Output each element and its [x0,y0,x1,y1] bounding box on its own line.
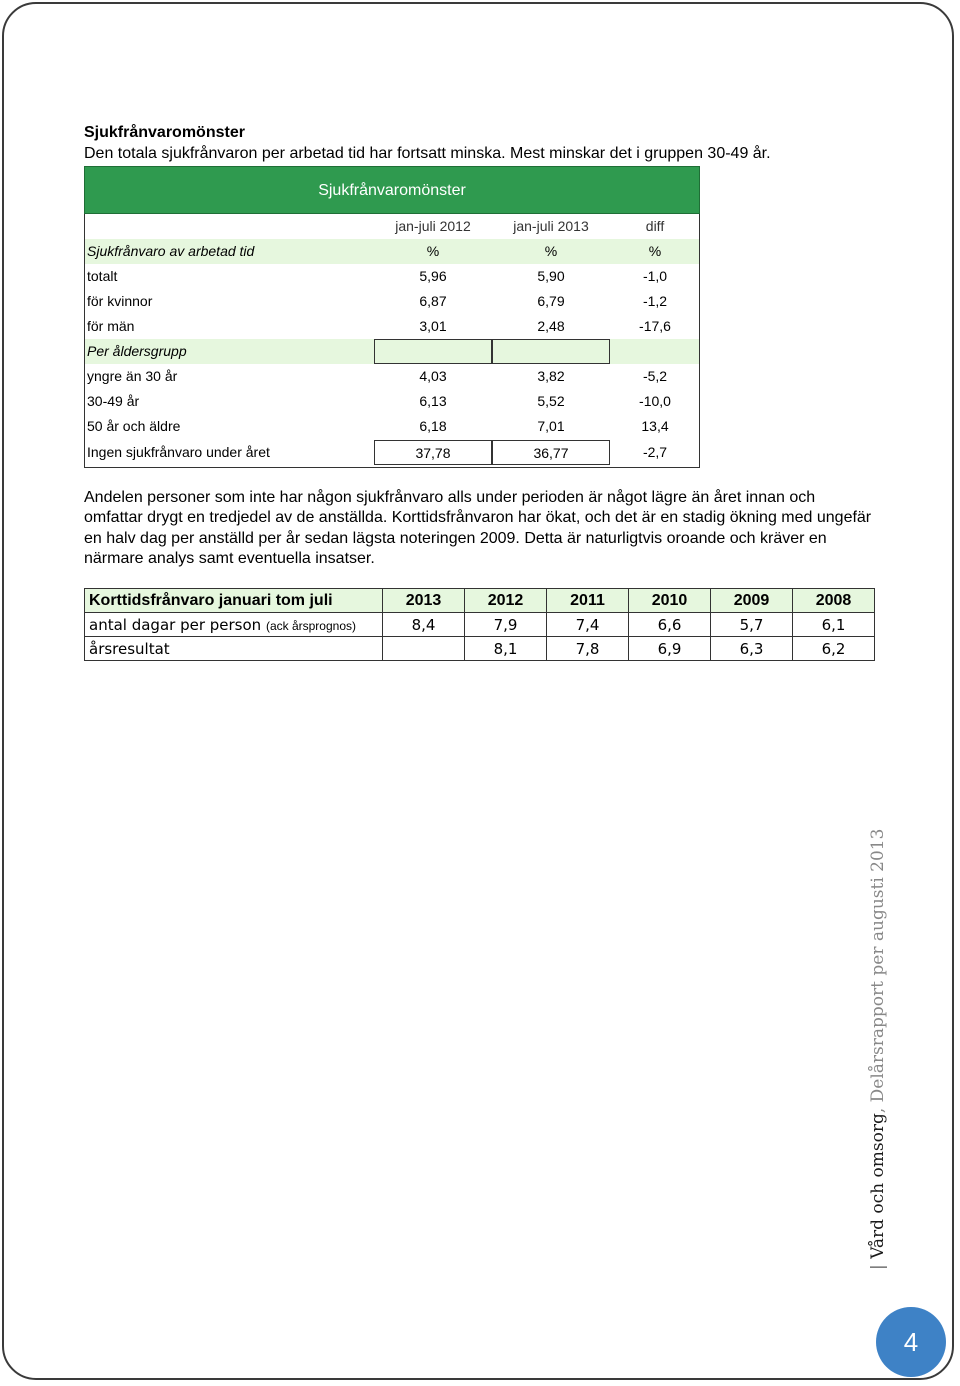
row-diff: -2,7 [642,444,668,460]
row-value-2012: 5,96 [419,268,447,284]
row-value-2012: 37,78 [374,440,492,465]
row-value-2013: 7,01 [537,418,565,434]
result-2011: 7,8 [547,637,629,661]
unit-row-label: Sjukfrånvaro av arbetad tid [87,243,255,259]
table-row [84,264,700,289]
days-2012: 7,9 [465,613,547,637]
row-value-2012: 3,01 [419,318,447,334]
row-diff: -10,0 [639,393,671,409]
row-value-2013: 5,52 [537,393,565,409]
age-group-label: Per åldersgrupp [87,343,187,359]
unit-row [84,239,700,264]
table-row [84,364,700,389]
page-number-badge: 4 [876,1307,946,1377]
unit-a: % [426,243,440,259]
result-2012: 8,1 [465,637,547,661]
row-value-2012: 6,18 [419,418,447,434]
row-label: totalt [87,268,118,284]
days-2013: 8,4 [383,613,465,637]
row-label: Ingen sjukfrånvaro under året [87,444,270,460]
table-row [84,389,700,414]
year-2009: 2009 [711,589,793,613]
row-value-2013: 6,79 [537,293,565,309]
short-term-absence-table [84,588,875,661]
footer-bar: | [868,1264,888,1270]
running-footer [848,828,908,1270]
days-2009: 5,7 [711,613,793,637]
result-2013 [383,637,465,661]
row-diff: -17,6 [639,318,671,334]
footer-org: Vård och omsorg [868,1113,888,1259]
age-group-row [84,339,700,364]
row-diff [610,339,700,364]
row-label: för kvinnor [87,293,153,309]
forecast-note: (ack årsprognos) [265,618,356,633]
table-row [84,440,700,465]
year-2011: 2011 [547,589,629,613]
absence-table [84,166,700,468]
footer-separator: , [868,1102,888,1114]
row-diff: -1,2 [642,293,668,309]
row-value-2013: 2,48 [537,318,565,334]
col-header-2012: jan-juli 2012 [395,218,471,234]
intro-text: Den totala sjukfrånvaron per arbetad tid har fortsatt minska. Mest minskar det i gruppen 30-49 år. [84,145,771,162]
table-row [85,613,875,637]
table-row [85,637,875,661]
annual-result-label: årsresultat [85,637,383,661]
row-value-2012: 6,87 [419,293,447,309]
days-per-person-label: antal dagar per person [89,615,262,634]
days-2011: 7,4 [547,613,629,637]
days-2010: 6,6 [629,613,711,637]
row-value-2012: 4,03 [419,368,447,384]
unit-b: % [544,243,558,259]
row-label: 30-49 år [87,393,140,409]
row-value-2013: 3,82 [537,368,565,384]
year-2010: 2010 [629,589,711,613]
table-row [84,414,700,439]
year-2013: 2013 [383,589,465,613]
row-value-2013: 5,90 [537,268,565,284]
col-header-2013: jan-juli 2013 [513,218,589,234]
table-frame-right [699,214,700,468]
table-frame-left [84,214,85,468]
unit-d: % [648,243,662,259]
result-2010: 6,9 [629,637,711,661]
row-diff: 13,4 [641,418,669,434]
row-value-2012: 6,13 [419,393,447,409]
table-frame-bottom [84,467,700,468]
year-2008: 2008 [793,589,875,613]
row-label: yngre än 30 år [87,368,178,384]
table-row [84,314,700,339]
col-header-diff: diff [645,218,665,234]
table-header-row [84,214,700,239]
row-diff: -5,2 [642,368,668,384]
table-row [84,289,700,314]
days-2008: 6,1 [793,613,875,637]
absence-table-title: Sjukfrånvaromönster [84,166,700,214]
body-paragraph: Andelen personer som inte har någon sjukfrånvaro alls under perioden är något lägre än året innan och omfattar drygt en tredjedel av de anställda. Korttidsfrånvaron har ökat, och det är en stadig ökning med ungefär en halv dag per anställd per år sedan lägsta noteringen 2009. Detta är naturligtvis oroande och kräver en närmare analys samt eventuella insatser. [84,489,872,568]
result-2009: 6,3 [711,637,793,661]
row-value-2013: 36,77 [492,440,610,465]
result-2008: 6,2 [793,637,875,661]
table2-header-label: Korttidsfrånvaro januari tom juli [85,589,383,613]
row-diff: -1,0 [642,268,668,284]
year-2012: 2012 [465,589,547,613]
row-value-2013 [492,339,610,364]
row-label: 50 år och äldre [87,418,181,434]
row-value-2012 [374,339,492,364]
section-heading: Sjukfrånvaromönster [84,124,245,141]
days-per-person-cell [85,613,383,637]
footer-report: Delårsrapport per augusti 2013 [868,828,888,1103]
row-label: för män [87,318,135,334]
table-header-row [85,589,875,613]
